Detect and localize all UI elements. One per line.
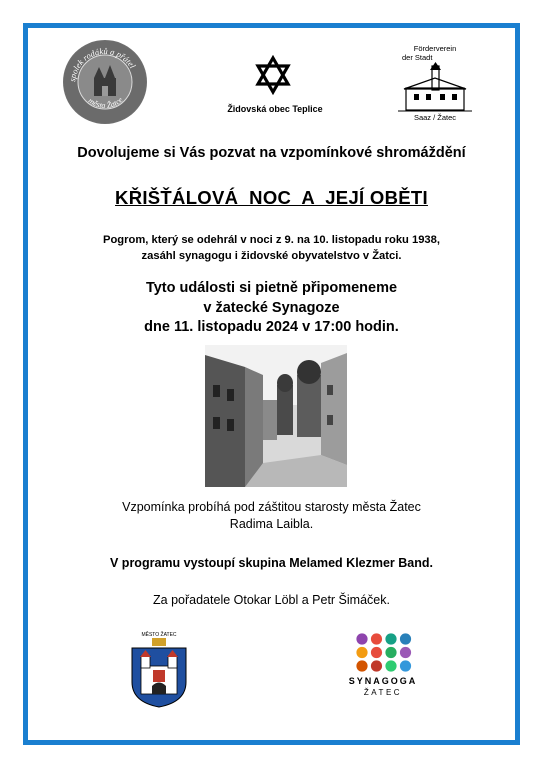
synagoga-dot [371, 647, 382, 658]
coat-of-arms-label: MĚSTO ŽATEC [141, 632, 177, 638]
pogrom-paragraph [40, 232, 503, 264]
synagoga-dot [371, 660, 382, 671]
program-line: V programu vystoupí skupina Melamed Klezmer Band. [110, 556, 433, 570]
synagoga-dot [400, 660, 411, 671]
synagoga-dot [385, 647, 396, 658]
synagoga-dot [385, 633, 396, 644]
zatec-coat-of-arms [128, 630, 190, 708]
event-line-2: v žatecké Synagoze [203, 299, 340, 316]
foerderverein-line3: Saaz / Žatec [413, 113, 457, 122]
synagoga-dot [356, 660, 367, 671]
organizers-line: Za pořadatele Otokar Löbl a Petr Šimáček. [153, 593, 390, 607]
synagoga-dot [356, 633, 367, 644]
patron-line-1: Vzpomínka probíhá pod záštitou starosty města Žatec [122, 500, 421, 514]
event-details [30, 279, 513, 338]
event-title: KŘIŠŤÁLOVÁ NOC A JEJÍ OBĚTI [115, 187, 428, 208]
foerderverein-logo [396, 44, 474, 132]
patronage-text [30, 499, 513, 533]
synagoga-dot [400, 647, 411, 658]
pogrom-line-2: zasáhl synagogu i židovské obyvatelstvo v Žatci. [141, 250, 402, 262]
patron-line-2: Radima Laibla. [229, 517, 314, 531]
foerderverein-line2: der Stadt [402, 53, 433, 62]
svg-text:města Žatce: města Žatce [86, 95, 125, 111]
star-of-david-icon [253, 55, 293, 95]
church-tower-icon [396, 62, 474, 114]
event-line-3: dne 11. listopadu 2024 v 17:00 hodin. [144, 319, 399, 335]
synagoga-dots-logo [355, 633, 413, 673]
foerderverein-line1: Förderverein [413, 44, 457, 53]
synagogue-historic-photo [205, 345, 347, 487]
synagoga-city: ŽATEC [363, 688, 403, 697]
synagoga-dot [356, 647, 367, 658]
pogrom-line-1: Pogrom, který se odehrál v noci z 9. na 10. listopadu roku 1938, [103, 234, 440, 246]
synagoga-name: SYNAGOGA [348, 676, 418, 686]
invite-line: Dovolujeme si Vás pozvat na vzpomínkové shromáždění [77, 145, 466, 161]
synagoga-dot [400, 633, 411, 644]
association-seal-logo [63, 40, 147, 124]
event-line-1: Tyto události si pietně připomeneme [145, 280, 398, 296]
jewish-community-label: Židovská obec Teplice [227, 104, 323, 114]
svg-text:spolek rodáků a přátel: spolek rodáků a přátel [67, 45, 138, 83]
synagoga-dot [371, 633, 382, 644]
synagoga-dot [385, 660, 396, 671]
